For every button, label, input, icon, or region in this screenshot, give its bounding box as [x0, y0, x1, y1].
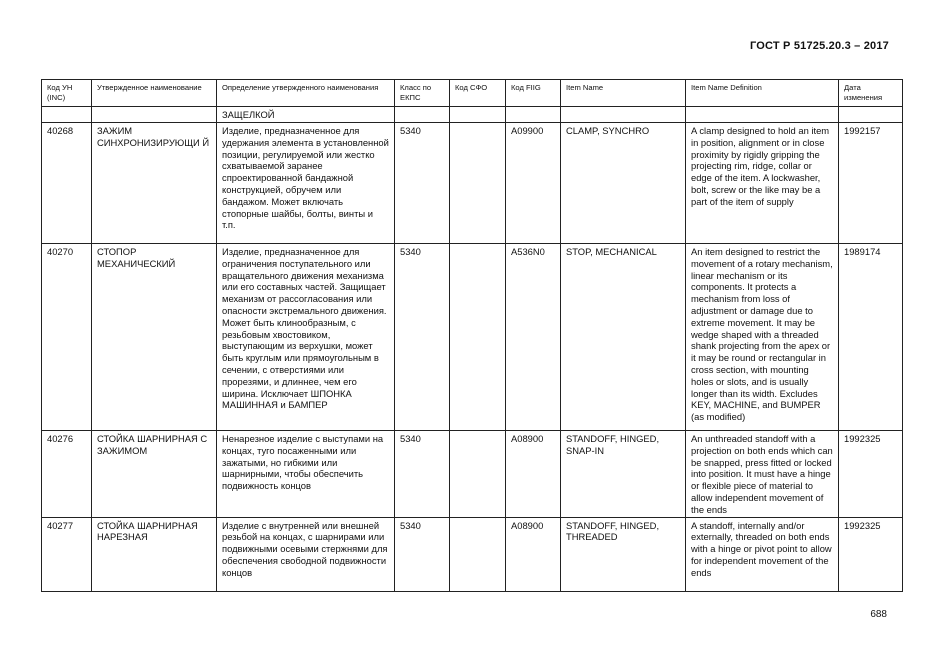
cell-fiig: A09900 [506, 122, 561, 243]
cell-sfo [450, 517, 506, 591]
cell-class: 5340 [395, 517, 450, 591]
cell-class: 5340 [395, 430, 450, 517]
cell-definition: Изделие с внутренней или внешней резьбой на концах, с шарнирами или подвижными осевыми стержнями для обеспечения свободной подвижности концов [217, 517, 395, 591]
cell-date: 1989174 [839, 243, 903, 430]
cell-item-definition: An item designed to restrict the movement of a rotary mechanism, linear mechanism or its components. It protects a mechanism from loss of adjustment or damage due to extreme movement. It may be wedge shaped with a threaded shank projecting from the apex or it may be round or rectangular in cross section, with mounting holes or slots, and is usually longer than its width. Excludes KEY, MACHINE, and BUMPER (as modified) [686, 243, 839, 430]
cell-inc: 40270 [42, 243, 92, 430]
cell-sfo [450, 243, 506, 430]
cell-fiig: A08900 [506, 517, 561, 591]
column-header-fiig: Код FIIG [506, 80, 561, 107]
table-row [42, 243, 903, 430]
item-names-table [41, 79, 903, 592]
table-header-row [42, 80, 903, 107]
cell-date: 1992325 [839, 430, 903, 517]
cell-approved-name: ЗАЖИМ СИНХРОНИЗИРУЮЩИ Й [92, 122, 217, 243]
document-standard-title: ГОСТ Р 51725.20.3 – 2017 [749, 40, 889, 52]
column-header-approved-name: Утвержденное наименование [92, 80, 217, 107]
cell-class: 5340 [395, 243, 450, 430]
cell-sfo [450, 122, 506, 243]
table-row [42, 122, 903, 243]
continuation-text: ЗАЩЕЛКОЙ [217, 107, 395, 123]
cell-definition: Ненарезное изделие с выступами на концах, туго посаженными или зажатыми, но гибкими или шарнирными, чтобы обеспечить подвижность концов [217, 430, 395, 517]
cell-approved-name: СТОЙКА ШАРНИРНАЯ НАРЕЗНАЯ [92, 517, 217, 591]
cell-item-name: STANDOFF, HINGED, SNAP-IN [561, 430, 686, 517]
cell-fiig: A08900 [506, 430, 561, 517]
cell-date: 1992325 [839, 517, 903, 591]
column-header-sfo: Код СФО [450, 80, 506, 107]
cell-inc: 40276 [42, 430, 92, 517]
column-header-item-name: Item Name [561, 80, 686, 107]
cell-definition: Изделие, предназначенное для удержания элемента в установленной позиции, регулируемой или жестко схватываемой заранее спроектированной бандажной конструкцией, обручем или бандажом. Может включать стопорные шайбы, болты, винты и т.п. [217, 122, 395, 243]
cell-item-name: STANDOFF, HINGED, THREADED [561, 517, 686, 591]
cell-class: 5340 [395, 122, 450, 243]
cell-item-name: CLAMP, SYNCHRO [561, 122, 686, 243]
cell-item-definition: A standoff, internally and/or externally, threaded on both ends with a hinge or pivot point to allow for independent movement of the ends [686, 517, 839, 591]
table-row-continuation [42, 107, 903, 123]
column-header-inc: Код УН (INC) [42, 80, 92, 107]
column-header-class: Класс по ЕКПС [395, 80, 450, 107]
cell-date: 1992157 [839, 122, 903, 243]
column-header-item-definition: Item Name Definition [686, 80, 839, 107]
cell-fiig: A536N0 [506, 243, 561, 430]
cell-inc: 40268 [42, 122, 92, 243]
cell-definition: Изделие, предназначенное для ограничения поступательного или вращательного движения механизма или его составных частей. Защищает механизм от рассогласования или опасности экстремального движения. Может быть клинообразным, с резьбовым хвостовиком, выступающим из верхушки, может быть круглым или прямоугольным в сечении, с отверстиями или прорезями, и длиннее, чем его ширина. Исключает ШПОНКА МАШИННАЯ и БАМПЕР [217, 243, 395, 430]
cell-inc: 40277 [42, 517, 92, 591]
table-row [42, 430, 903, 517]
column-header-date: Дата изменения [839, 80, 903, 107]
cell-sfo [450, 430, 506, 517]
cell-item-name: STOP, MECHANICAL [561, 243, 686, 430]
page-number: 688 [870, 609, 887, 620]
table-row [42, 517, 903, 591]
cell-approved-name: СТОЙКА ШАРНИРНАЯ С ЗАЖИМОМ [92, 430, 217, 517]
cell-approved-name: СТОПОР МЕХАНИЧЕСКИЙ [92, 243, 217, 430]
cell-item-definition: An unthreaded standoff with a projection on both ends which can be snapped, press fitted or locked into position. It must have a hinge or flexible piece of material to allow independent movement of the ends [686, 430, 839, 517]
cell-item-definition: A clamp designed to hold an item in position, alignment or in close proximity by rigidly gripping the projecting rim, ridge, collar or edge of the item. A lockwasher, bolt, screw or the like may be a part of the item of supply [686, 122, 839, 243]
column-header-definition: Определение утвержденного наименования [217, 80, 395, 107]
